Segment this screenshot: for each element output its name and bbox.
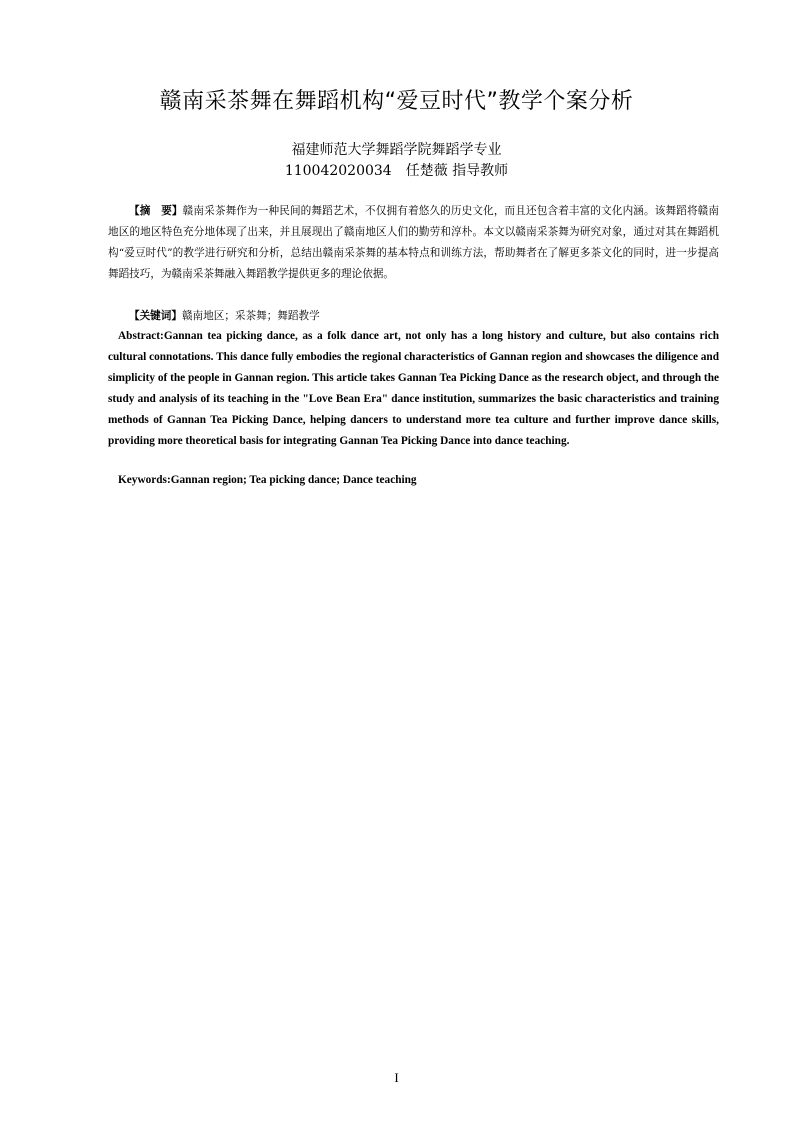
keywords-english bbox=[108, 470, 719, 491]
abstract-text: 赣南采茶舞作为一种民间的舞蹈艺术，不仅拥有着悠久的历史文化，而且还包含着丰富的文化内涵。该舞蹈将赣南地区的地区特色充分地体现了出来，并且展现出了赣南地区人们的勤劳和淳朴。本文以赣南采茶舞为研究对象，通过对其在舞蹈机构“爱豆时代”的教学进行研究和分析，总结出赣南采茶舞的基本特点和训练方法，帮助舞者在了解更多茶文化的同时，进一步提高舞蹈技巧，为赣南采茶舞融入舞蹈教学提供更多的理论依据。 bbox=[108, 205, 720, 280]
page-title: 赣南采茶舞在舞蹈机构“爱豆时代”教学个案分析 bbox=[159, 89, 634, 114]
abstract-label: 【摘 要】 bbox=[129, 205, 183, 217]
keywords-label: 【关键词】 bbox=[129, 310, 182, 322]
abstract-en-text: Gannan tea picking dance, as a folk dance art, not only has a long history and culture, but also contains rich cultural connotations. This dance fully embodies the regional characteristics of Gannan region and showcases the diligence and simplicity of the people in Gannan region. This article takes Gannan Tea Picking Dance as the research object, and through the study and analysis of its teaching in the "Love Bean Era" dance institution, summarizes the basic characteristics and training methods of Gannan Tea Picking Dance, helping dancers to understand more tea culture and further improve dance skills, providing more theoretical basis for integrating Gannan Tea Picking Dance into dance teaching. bbox=[108, 330, 720, 447]
author-info: 110042020034 任楚薇 指导教师 bbox=[284, 163, 509, 179]
abstract-en-label: Abstract: bbox=[118, 330, 164, 342]
keywords-en-label: Keywords: bbox=[118, 474, 171, 486]
abstract-chinese bbox=[108, 201, 719, 285]
keywords-text: 赣南地区；采茶舞；舞蹈教学 bbox=[181, 310, 320, 322]
keywords-en-text: Gannan region; Tea picking dance; Dance teaching bbox=[170, 474, 417, 486]
abstract-english bbox=[108, 326, 719, 452]
keywords-chinese bbox=[108, 306, 719, 327]
page-number: I bbox=[394, 1070, 399, 1085]
author-affiliation: 福建师范大学舞蹈学院舞蹈学专业 bbox=[291, 142, 502, 158]
